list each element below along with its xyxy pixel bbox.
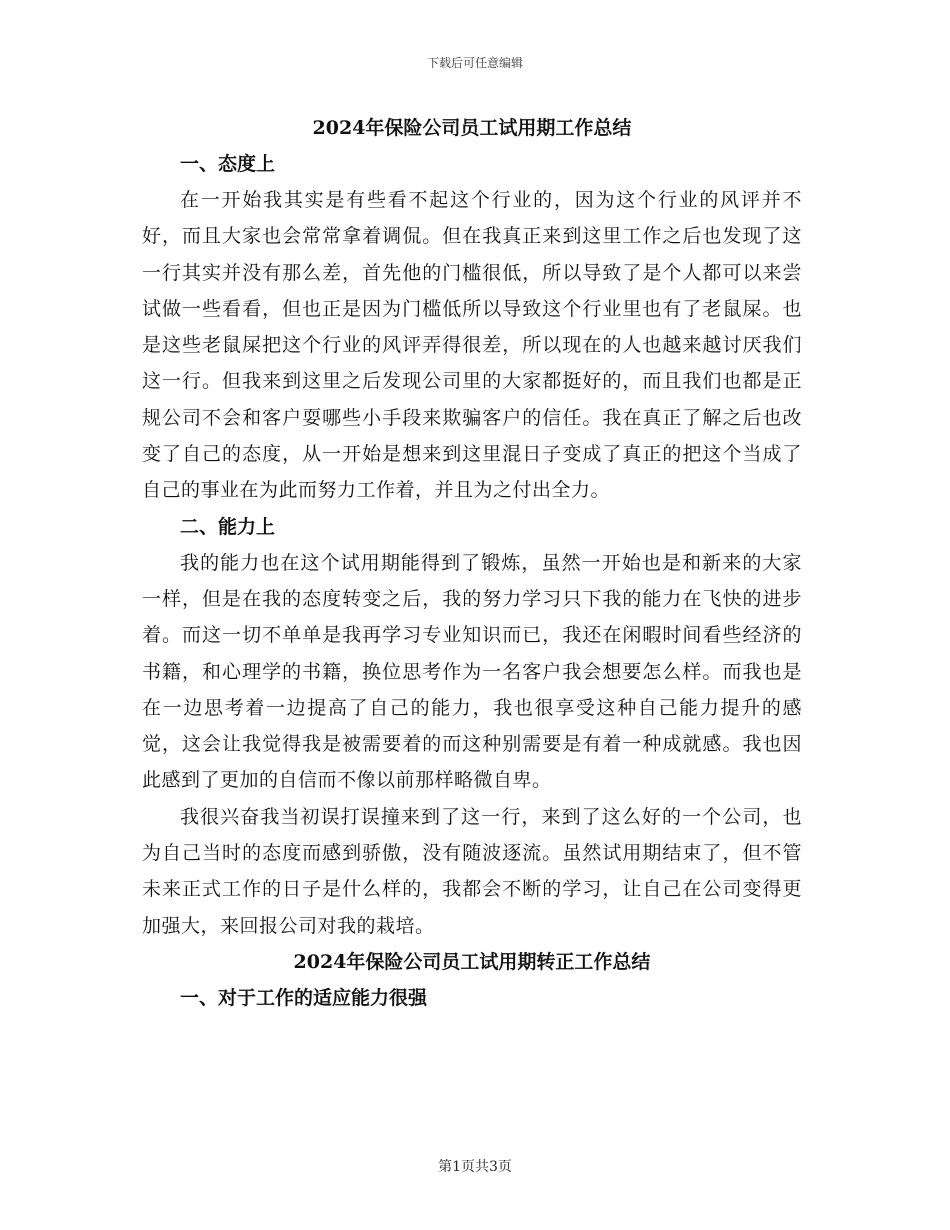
section-heading-adaptability: 一、对于工作的适应能力很强 (180, 986, 428, 1009)
paragraph-ability-2: 我很兴奋我当初误打误撞来到了这一行，来到了这么好的一个公司，也为自己当时的态度而感到骄傲，没有随波逐流。虽然试用期结束了，但不管未来正式工作的日子是什么样的，我都会不断的学习，让自己在公司变得更加强大，来回报公司对我的栽培。 (142, 805, 802, 937)
paragraph-ability-1: 我的能力也在这个试用期能得到了锻炼，虽然一开始也是和新来的大家一样，但是在我的态度转变之后，我的努力学习只下我的能力在飞快的进步着。而这一切不单单是我再学习专业知识而已，我还在闲暇时间看些经济的书籍，和心理学的书籍，换位思考作为一名客户我会想要怎么样。而我也是在一边思考着一边提高了自己的能力，我也很享受这种自己能力提升的感觉，这会让我觉得我是被需要着的而这种别需要是有着一种成就感。我也因此感到了更加的自信而不像以前那样略微自卑。 (142, 551, 802, 792)
header-note: 下载后可任意编辑 (426, 56, 523, 70)
document-title: 2024年保险公司员工试用期工作总结 (312, 117, 632, 139)
page-number-footer: 第1页共3页 (438, 1159, 512, 1175)
document-title-2: 2024年保险公司员工试用期转正工作总结 (293, 950, 651, 973)
document-body (142, 110, 802, 1016)
section-heading-ability: 二、能力上 (180, 515, 276, 538)
section-heading-attitude: 一、态度上 (180, 153, 276, 175)
paragraph-attitude: 在一开始我其实是有些看不起这个行业的，因为这个行业的风评并不好，而且大家也会常常拿着调侃。但在我真正来到这里工作之后也发现了这一行其实并没有那么差，首先他的门槛很低，所以导致了是个人都可以来尝试做一些看看，但也正是因为门槛低所以导致这个行业里也有了老鼠屎。也是这些老鼠屎把这个行业的风评弄得很差，所以现在的人也越来越讨厌我们这一行。但我来到这里之后发现公司里的大家都挺好的，而且我们也都是正规公司不会和客户耍哪些小手段来欺骗客户的信任。我在真正了解之后也改变了自己的态度，从一开始是想来到这里混日子变成了真正的把这个当成了自己的事业在为此而努力工作着，并且为之付出全力。 (142, 189, 802, 502)
